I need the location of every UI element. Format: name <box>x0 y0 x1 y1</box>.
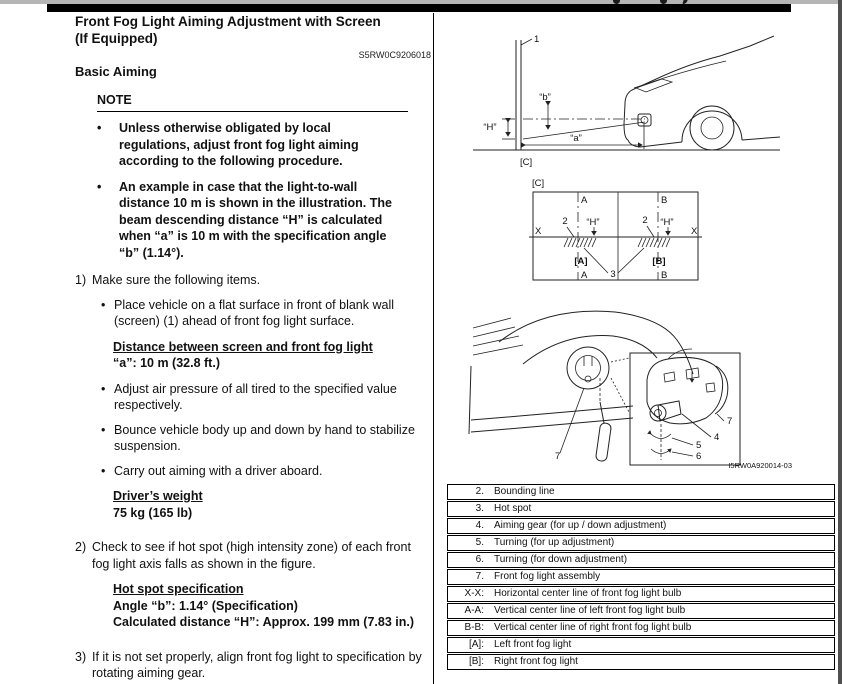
hot-spot-hatch-right <box>638 238 670 247</box>
legend-value: Horizontal center line of front fog light bulb <box>484 586 835 602</box>
legend-key: 7. <box>447 569 484 585</box>
step-2 <box>75 539 431 640</box>
label-A-top: A <box>581 195 588 206</box>
bullet-icon: • <box>101 463 106 478</box>
table-row <box>447 501 835 517</box>
step-3 <box>75 649 431 682</box>
step-text: Make sure the following items. <box>92 273 261 287</box>
step-bullet <box>101 297 431 330</box>
step-body <box>92 272 431 530</box>
note-bullet <box>97 120 397 170</box>
callout-6: 6 <box>696 451 702 462</box>
document-code: S5RW0C9206018 <box>358 50 431 60</box>
hot-spot-hatch-left <box>564 238 596 247</box>
leader-line <box>672 452 693 456</box>
step-bullet-text: Place vehicle on a flat surface in front of blank wall (screen) (1) ahead of front fog light surface. <box>114 297 395 328</box>
step-body <box>92 539 431 640</box>
bullet-icon: • <box>101 381 106 396</box>
inset-connector <box>611 358 629 362</box>
screen-pattern-diagram <box>528 175 713 290</box>
label-b: “b” <box>539 92 551 103</box>
callout-7-main: 7 <box>555 451 561 462</box>
table-row <box>447 569 835 585</box>
leader-line <box>567 227 574 237</box>
label-A-bottom: A <box>581 270 588 281</box>
spec-block <box>113 581 431 631</box>
inset-box <box>630 353 740 465</box>
bullet-icon: • <box>101 422 106 437</box>
wheel-hub <box>701 117 723 139</box>
spec-block <box>113 339 431 372</box>
callout-4: 4 <box>714 432 720 443</box>
legend-key: [B]: <box>447 654 484 670</box>
table-row <box>447 484 835 500</box>
spec-value: “a”: 10 m (32.8 ft.) <box>113 356 220 370</box>
step-bullet-text: Adjust air pressure of all tired to the specified value respectively. <box>114 381 397 412</box>
legend-key: 4. <box>447 518 484 534</box>
leader-line <box>647 226 654 237</box>
callout-3: 3 <box>610 269 616 280</box>
step-number: 3) <box>75 649 87 664</box>
aiming-distance-diagram <box>468 28 788 173</box>
step-bullet <box>101 422 431 455</box>
step-bullet-text: Carry out aiming with a driver aboard. <box>114 463 323 478</box>
bullet-icon: • <box>97 179 102 194</box>
spec-value: Calculated distance “H”: Approx. 199 mm (7.83 in.) <box>113 615 415 629</box>
bullet-icon: • <box>101 297 106 312</box>
note-bullet <box>97 179 397 262</box>
text-column <box>75 13 431 684</box>
spec-value: 75 kg (165 lb) <box>113 505 193 520</box>
label-bracket-A: [A] <box>574 256 588 267</box>
callout-1: 1 <box>534 34 540 45</box>
spec-title: Hot spot specification <box>113 582 244 596</box>
table-row <box>447 535 835 551</box>
callout-5: 5 <box>696 440 702 451</box>
step-bullet <box>101 463 431 480</box>
step-number: 2) <box>75 540 87 554</box>
label-a: “a” <box>570 133 582 144</box>
fog-light-unit <box>567 347 609 389</box>
legend-key: 5. <box>447 535 484 551</box>
title-line2: (If Equipped) <box>75 31 158 46</box>
legend-value: Turning (for down adjustment) <box>484 552 835 568</box>
step-text: Check to see if hot spot (high intensity zone) of each front fog light axis falls as shown in the figure. <box>92 540 411 571</box>
label-C: [C] <box>532 178 545 189</box>
spec-title: Driver’s weight <box>113 489 203 503</box>
legend-key: 2. <box>447 484 484 500</box>
label-B-bottom: B <box>661 270 668 281</box>
wheel <box>690 106 734 150</box>
callout-2-left: 2 <box>562 216 568 227</box>
step-bullet-text: Bounce vehicle body up and down by hand to stabilize suspension. <box>114 422 415 453</box>
legend-value: Front fog light assembly <box>484 569 835 585</box>
callout-2-right: 2 <box>642 215 648 226</box>
legend-value: Turning (for up adjustment) <box>484 535 835 551</box>
bullet-icon: • <box>97 121 102 135</box>
leader-line <box>672 438 693 445</box>
label-C: [C] <box>520 157 533 168</box>
legend-key: 3. <box>447 501 484 517</box>
note-rule <box>97 111 408 112</box>
leader-line <box>521 39 532 45</box>
spec-block <box>113 488 431 521</box>
leader-line <box>560 388 584 453</box>
legend-value: Vertical center line of right front fog light bulb <box>484 620 835 636</box>
table-row <box>447 603 835 619</box>
label-X-left: X <box>535 226 542 237</box>
label-B-top: B <box>661 195 668 206</box>
screen-frame <box>533 192 698 280</box>
table-row <box>447 552 835 568</box>
figure-code: I5RW0A920014-03 <box>728 461 792 470</box>
legend-key: X-X: <box>447 586 484 602</box>
leader-line <box>717 414 724 421</box>
note-bullet-text: Unless otherwise obligated by local regulations, adjust front fog light aiming according to the following procedure. <box>119 121 359 168</box>
spec-value: Angle “b”: 1.14° (Specification) <box>113 598 298 613</box>
section-top-rule <box>47 4 791 12</box>
label-X-right: X <box>691 226 698 237</box>
legend-value: Right front fog light <box>484 654 835 670</box>
section-subtitle: Basic Aiming <box>75 64 157 79</box>
legend-key: 6. <box>447 552 484 568</box>
page-title <box>75 13 431 47</box>
title-line1: Front Fog Light Aiming Adjustment with Screen <box>75 14 381 29</box>
label-bracket-B: [B] <box>652 256 666 267</box>
legend-table <box>447 483 835 671</box>
table-row <box>447 620 835 636</box>
legend-value: Hot spot <box>484 501 835 517</box>
table-row <box>447 518 835 534</box>
spec-title: Distance between screen and front fog light <box>113 339 373 354</box>
table-row <box>447 586 835 602</box>
legend-value: Vertical center line of left front fog light bulb <box>484 603 835 619</box>
legend-value: Aiming gear (for up / down adjustment) <box>484 518 835 534</box>
label-H-right: “H” <box>660 217 674 228</box>
step-bullet <box>101 381 431 414</box>
callout-7: 7 <box>727 416 733 427</box>
legend-key: A-A: <box>447 603 484 619</box>
fog-light <box>638 114 651 126</box>
beam-line <box>523 122 645 139</box>
procedure-steps <box>75 272 431 682</box>
legend-key: B-B: <box>447 620 484 636</box>
column-divider <box>433 13 434 684</box>
label-H: “H” <box>483 122 497 133</box>
car-outline <box>624 36 780 150</box>
step-body <box>92 649 431 682</box>
legend-key: [A]: <box>447 637 484 653</box>
aiming-gear-diagram <box>465 302 795 470</box>
note-block <box>97 92 408 262</box>
step-1 <box>75 272 431 530</box>
table-row <box>447 637 835 653</box>
note-bullet-text: An example in case that the light-to-wall distance 10 m is shown in the illustration. The beam descending distance “H” is calculated when “a” is 10 m with the specification angle “b” (1.14°). <box>119 179 392 260</box>
legend-value: Left front fog light <box>484 637 835 653</box>
leader-line <box>618 248 644 273</box>
table-row <box>447 654 835 670</box>
step-number: 1) <box>75 273 87 287</box>
window-edge <box>838 0 842 684</box>
legend-value: Bounding line <box>484 484 835 500</box>
note-label: NOTE <box>97 92 132 107</box>
step-text: If it is not set properly, align front fog light to specification by rotating aiming gear. <box>92 649 422 680</box>
label-H-left: “H” <box>586 217 600 228</box>
